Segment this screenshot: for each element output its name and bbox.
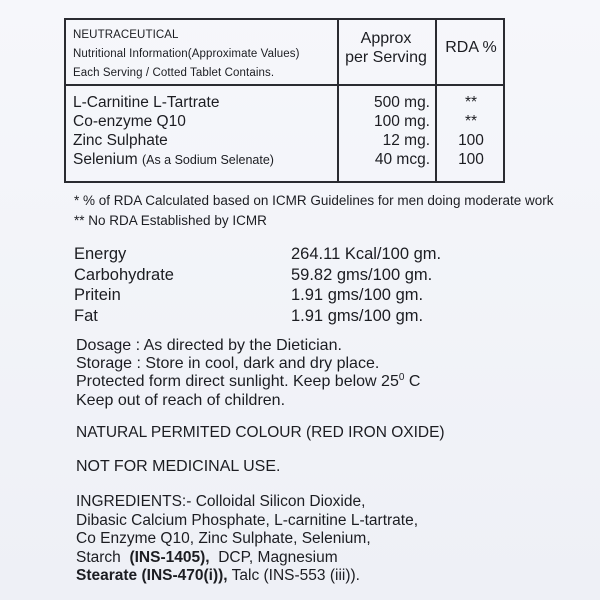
- colour-statement: NATURAL PERMITED COLOUR (RED IRON OXIDE): [76, 424, 445, 441]
- selenium-note: (As a Sodium Selenate): [141, 153, 274, 167]
- energy-label: Energy: [74, 245, 127, 263]
- dosage-text: Dosage : As directed by the Dietician.: [76, 337, 342, 354]
- table-row-name: Selenium (As a Sodium Selenate): [73, 151, 274, 168]
- header-line: NEUTRACEUTICAL: [73, 29, 179, 41]
- ingredient-names: [73, 93, 274, 170]
- table-row-amount: 40 mcg.: [374, 151, 430, 168]
- ingredient-rda: [435, 93, 507, 169]
- table-row-name: Zinc Sulphate: [73, 132, 168, 149]
- energy-value: 264.11 Kcal/100 gm.: [291, 245, 442, 263]
- rda-footnote: * % of RDA Calculated based on ICMR Guidelines for men doing moderate work: [74, 193, 554, 208]
- ingredients-line: Starch (INS-1405), DCP, Magnesium: [76, 548, 338, 566]
- table-row-name: Co-enzyme Q10: [73, 113, 186, 130]
- ingredients-line: INGREDIENTS:- Colloidal Silicon Dioxide,: [76, 493, 366, 510]
- degree-superscript: 0: [398, 371, 405, 383]
- table-divider: [66, 84, 503, 86]
- nutrition-table: [64, 18, 505, 183]
- children-warning: Keep out of reach of children.: [76, 392, 286, 410]
- sunlight-text: Protected form direct sunlight. Keep below $25^0$ C: [76, 371, 421, 390]
- energy-label: Fat: [74, 306, 98, 325]
- table-row-amount: 500 mg.: [373, 94, 430, 111]
- table-row-rda: 100: [458, 132, 484, 149]
- table-row-name: L-Carnitine L-Tartrate: [73, 94, 220, 111]
- no-rda-footnote: ** No RDA Established by ICMR: [74, 213, 267, 228]
- storage-text: Storage : Store in cool, dark and dry place.: [76, 354, 380, 372]
- energy-label: Pritein: [74, 286, 121, 304]
- ingredients-list: [76, 493, 418, 586]
- table-row-rda: 100: [458, 151, 484, 168]
- ingredients-line: Stearate (INS-470(i)), Talc (INS-553 (iii)).: [76, 567, 360, 585]
- not-medicinal-warning: NOT FOR MEDICINAL USE.: [76, 458, 281, 475]
- column-header-rda: RDA %: [445, 39, 497, 56]
- instructions: [76, 337, 420, 410]
- column-header-approx: Approx per Serving: [345, 30, 427, 66]
- table-row-amount: 100 mg.: [373, 113, 430, 130]
- energy-value: 1.91 gms/100 gm.: [291, 286, 424, 304]
- energy-label: Carbohydrate: [74, 265, 174, 284]
- energy-labels: [74, 244, 174, 326]
- ingredients-line: Dibasic Calcium Phosphate, L-carnitine L-tartrate,: [76, 511, 419, 529]
- table-row-amount: 12 mg.: [382, 132, 430, 149]
- energy-value: 59.82 gms/100 gm.: [291, 265, 433, 284]
- header-line: Each Serving / Cotted Tablet Contains.: [73, 67, 275, 79]
- table-row-rda: **: [464, 113, 478, 130]
- ingredient-amounts: [337, 93, 430, 169]
- table-header-description: [73, 26, 300, 83]
- energy-value: 1.91 gms/100 gm.: [291, 306, 424, 325]
- table-row-rda: **: [464, 94, 478, 111]
- energy-values: [291, 244, 441, 326]
- header-line: Nutritional Information(Approximate Values): [73, 48, 300, 60]
- ingredients-line: Co Enzyme Q10, Zinc Sulphate, Selenium,: [76, 530, 371, 548]
